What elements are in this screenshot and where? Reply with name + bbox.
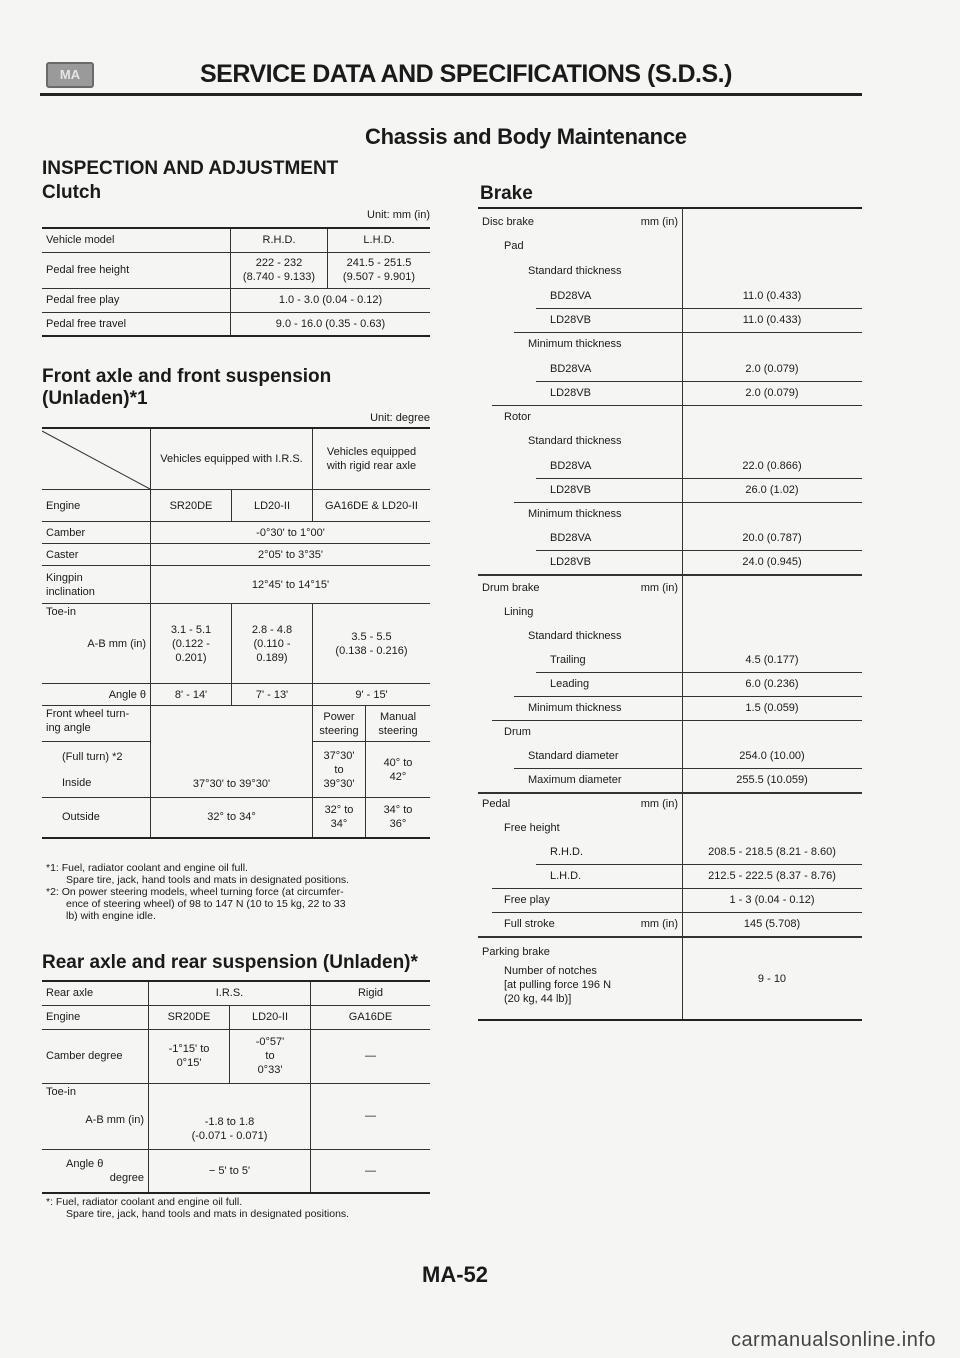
rear-ab-label: A-B mm (in) [85, 1113, 144, 1126]
section-badge: MA [46, 62, 94, 88]
front-h-rigid: Vehicles equipped with rigid rear axle [313, 428, 431, 490]
front-eng-sr20de: SR20DE [151, 490, 232, 522]
brake-pad-std-ld-label: LD28VB [550, 314, 591, 326]
front-ab-ld-c: 0.189) [256, 651, 288, 664]
brake-row-free-play [478, 888, 862, 912]
front-ab-sr-a: 3.1 - 5.1 [170, 623, 212, 636]
rear-note-b: Spare tire, jack, hand tools and mats in designated positions. [66, 1208, 350, 1220]
front-angle-rg: 9' - 15' [313, 684, 431, 706]
brake-leading-val: 6.0 (0.236) [745, 678, 799, 690]
watermark: carmanualsonline.info [730, 1329, 936, 1351]
brake-pad-min-bd-val: 2.0 (0.079) [745, 363, 799, 375]
brake-max-dia: Maximum diameter [528, 774, 622, 786]
front-ab-ld-a: 2.8 - 4.8 [251, 623, 293, 636]
brake-rot-std-ld-label: LD28VB [550, 484, 591, 496]
rear-ab-dash: — [311, 1083, 431, 1149]
header-rule [40, 93, 862, 96]
front-ab-ld-b: (0.110 - [253, 637, 291, 650]
front-manual-b: steering [378, 724, 418, 737]
clutch-h-model: Vehicle model [42, 228, 231, 252]
brake-rot-min: Minimum thickness [528, 508, 622, 520]
front-ab-rg-a: 3.5 - 5.5 [351, 630, 392, 643]
front-camber-val: -0°30' to 1°00' [151, 522, 431, 544]
brake-rot-min-bd-label: BD28VA [550, 532, 592, 544]
rear-heading: Rear axle and rear suspension (Unladen)* [42, 952, 418, 973]
brake-notches-b: [at pulling force 196 N [504, 979, 612, 991]
front-power-a: Power [323, 710, 355, 723]
page-number: MA-52 [422, 1262, 489, 1287]
front-angle-label: Angle θ [42, 684, 151, 706]
front-outside-val: 32° to 34° [151, 798, 313, 838]
front-note2-b: ence of steering wheel) of 98 to 147 N (10 to 15 kg, 22 to 33 [66, 898, 346, 910]
front-unit: Unit: degree [370, 412, 430, 424]
brake-heading: Brake [480, 183, 533, 204]
brake-max-dia-val: 255.5 (10.059) [736, 774, 808, 786]
rear-angle-b: degree [109, 1171, 144, 1184]
brake-free-play-val: 1 - 3 (0.04 - 0.12) [729, 894, 815, 906]
rear-camber-ld-b: to [265, 1050, 275, 1062]
front-angle-sr: 8' - 14' [151, 684, 232, 706]
rear-irs: I.R.S. [149, 981, 311, 1005]
rear-sr20de: SR20DE [149, 1005, 230, 1029]
brake-row-max-dia [478, 768, 862, 792]
brake-row-std-dia [478, 744, 862, 768]
brake-row-free-height [478, 816, 862, 840]
rear-ab-a: -1.8 to 1.8 [204, 1115, 255, 1128]
brake-full-stroke-unit: mm (in) [640, 918, 678, 930]
brake-disc: Disc brake [482, 216, 534, 228]
front-inside-mn-a: 40° to [383, 756, 413, 769]
brake-pad-min: Minimum thickness [528, 338, 622, 350]
clutch-h-lhd: L.H.D. [328, 228, 431, 252]
brake-pad-min-ld-val: 2.0 (0.079) [745, 387, 799, 399]
front-inside-pw-a: 37°30' [323, 749, 355, 762]
brake-rotor: Rotor [504, 411, 531, 423]
brake-row-disc [478, 210, 862, 234]
front-note1-b: Spare tire, jack, hand tools and mats in designated positions. [66, 874, 350, 886]
brake-lin-min-val: 1.5 (0.059) [745, 702, 799, 714]
front-caster-val: 2°05' to 3°35' [151, 544, 431, 566]
brake-row-rot-std-bd [478, 454, 862, 478]
brake-drum: Drum [504, 726, 531, 738]
front-angle-ld: 7' - 13' [232, 684, 313, 706]
front-king-val: 12°45' to 14°15' [151, 566, 431, 604]
brake-row-pad-min-bd [478, 357, 862, 381]
brake-row-pad-std-bd [478, 284, 862, 308]
brake-notches-a: Number of notches [504, 965, 597, 977]
brake-drum-brake: Drum brake [482, 582, 540, 594]
rear-toe-label: Toe-in [46, 1085, 76, 1098]
front-ab-sr-c: 0.201) [175, 651, 207, 664]
front-camber-label: Camber [42, 522, 151, 544]
clutch-heading: Clutch [42, 182, 102, 203]
brake-row-trailing [478, 648, 862, 672]
brake-row-rot-std-ld [478, 478, 862, 502]
rear-engine-label: Engine [42, 1005, 149, 1029]
front-turn-b: ing angle [46, 722, 91, 734]
front-toe-label: Toe-in [46, 606, 76, 618]
brake-notches-val: 9 - 10 [757, 973, 787, 985]
brake-rot-min-bd-val: 20.0 (0.787) [742, 532, 802, 544]
clutch-r1-lhd-a: 241.5 - 251.5 [346, 257, 412, 269]
clutch-r1-rhd-a: 222 - 232 [255, 257, 303, 269]
front-inside-label: Inside [62, 776, 92, 789]
brake-rot-std-bd-label: BD28VA [550, 460, 592, 472]
clutch-r3-label: Pedal free travel [42, 312, 231, 336]
front-heading-b: (Unladen)*1 [42, 388, 148, 409]
front-inside-pw-c: 39°30' [323, 777, 355, 790]
brake-lhd: L.H.D. [550, 870, 582, 882]
brake-row-pad-std-ld [478, 308, 862, 332]
page-header-title: SERVICE DATA AND SPECIFICATIONS (S.D.S.) [200, 60, 732, 88]
rear-axle-label: Rear axle [42, 981, 149, 1005]
front-ab-rg-b: (0.138 - 0.216) [335, 644, 408, 657]
brake-row-rot-min-ld [478, 550, 862, 574]
front-inside-mn-b: 42° [389, 770, 407, 783]
brake-row-drum-brake [478, 576, 862, 600]
brake-lin-min: Minimum thickness [528, 702, 622, 714]
brake-row-parking [478, 940, 862, 964]
rear-ga16de: GA16DE [311, 1005, 431, 1029]
brake-row-lining [478, 600, 862, 624]
brake-pedal: Pedal [482, 798, 511, 810]
brake-leading: Leading [550, 678, 590, 690]
front-table [42, 427, 430, 839]
clutch-r2-val: 1.0 - 3.0 (0.04 - 0.12) [231, 288, 431, 312]
brake-row-lin-std [478, 624, 862, 648]
brake-row-leading [478, 672, 862, 696]
brake-trailing-val: 4.5 (0.177) [745, 654, 799, 666]
front-outside-pw-b: 34° [330, 818, 348, 831]
rear-ab-b: (-0.071 - 0.071) [191, 1129, 268, 1142]
brake-rot-std-ld-val: 26.0 (1.02) [745, 484, 799, 496]
front-outside-label: Outside [42, 798, 151, 838]
front-power-b: steering [319, 724, 359, 737]
brake-pad-std: Standard thickness [528, 265, 622, 277]
brake-notches-c: (20 kg, 44 lb)] [504, 993, 572, 1005]
clutch-h-rhd: R.H.D. [231, 228, 328, 252]
rear-camber-ld-a: -0°57' [255, 1036, 285, 1048]
front-full-turn: (Full turn) *2 [62, 750, 123, 763]
brake-std-dia-val: 254.0 (10.00) [739, 750, 805, 762]
clutch-r3-val: 9.0 - 16.0 (0.35 - 0.63) [231, 312, 431, 336]
inspection-heading: INSPECTION AND ADJUSTMENT [42, 158, 339, 179]
clutch-r1-rhd-b: (8.740 - 9.133) [242, 271, 316, 283]
rear-table [42, 980, 430, 1194]
brake-lining: Lining [504, 606, 534, 618]
brake-row-rhd [478, 840, 862, 864]
brake-row-rotor [478, 405, 862, 429]
front-manual-a: Manual [379, 710, 417, 723]
clutch-unit: Unit: mm (in) [367, 209, 430, 221]
brake-pad-std-bd-val: 11.0 (0.433) [742, 290, 802, 302]
brake-rot-std-bd-val: 22.0 (0.866) [742, 460, 802, 472]
brake-row-drum [478, 720, 862, 744]
front-king-b: inclination [46, 585, 95, 598]
rear-camber-sr-b: 0°15' [176, 1057, 202, 1069]
front-eng-ga: GA16DE & LD20-II [313, 490, 431, 522]
brake-lhd-val: 212.5 - 222.5 (8.37 - 8.76) [708, 870, 836, 882]
front-king-a: Kingpin [46, 571, 83, 584]
rear-camber-sr-a: -1°15' to [168, 1043, 210, 1055]
front-turn-a: Front wheel turn- [46, 708, 130, 720]
brake-rot-min-ld-val: 24.0 (0.945) [742, 556, 802, 568]
front-turn-blank [151, 706, 313, 742]
front-notes [46, 862, 436, 922]
brake-row-pad-min-ld [478, 381, 862, 405]
brake-table [478, 207, 862, 1021]
front-inside-pw-b: to [334, 763, 344, 776]
rear-ld20: LD20-II [230, 1005, 311, 1029]
front-engine-label: Engine [42, 490, 151, 522]
brake-row-pad-std [478, 259, 862, 283]
brake-lin-std: Standard thickness [528, 630, 622, 642]
brake-row-rot-min-bd [478, 526, 862, 550]
rear-camber-label: Camber degree [42, 1029, 149, 1083]
front-note2-c: lb) with engine idle. [66, 910, 156, 922]
brake-rot-std: Standard thickness [528, 435, 622, 447]
clutch-r1-label: Pedal free height [42, 252, 231, 288]
brake-row-lin-min [478, 696, 862, 720]
brake-row-pad-min [478, 332, 862, 356]
brake-row-rot-std [478, 429, 862, 453]
diagonal-cell [42, 428, 151, 490]
brake-pedal-unit: mm (in) [640, 798, 678, 810]
clutch-r2-label: Pedal free play [42, 288, 231, 312]
front-note1-a: *1: Fuel, radiator coolant and engine oil full. [46, 862, 248, 874]
rear-notes [46, 1196, 436, 1220]
rear-camber-dash: — [311, 1029, 431, 1083]
front-inside-val: 37°30' to 39°30' [151, 742, 313, 798]
brake-pad-std-ld-val: 11.0 (0.433) [742, 314, 802, 326]
rear-angle-dash: — [311, 1149, 431, 1193]
brake-rot-min-ld-label: LD28VB [550, 556, 591, 568]
clutch-r1-lhd-b: (9.507 - 9.901) [342, 271, 416, 283]
brake-row-pedal [478, 792, 862, 816]
brake-full-stroke: Full stroke [504, 918, 555, 930]
brake-parking: Parking brake [482, 946, 550, 958]
rear-angle-val: − 5' to 5' [149, 1149, 311, 1193]
brake-drum-unit: mm (in) [640, 582, 678, 594]
front-outside-mn-a: 34° to [383, 804, 413, 817]
brake-pad-min-bd-label: BD28VA [550, 363, 592, 375]
brake-rhd-val: 208.5 - 218.5 (8.21 - 8.60) [708, 846, 836, 858]
brake-free-height: Free height [504, 822, 560, 834]
clutch-table [42, 227, 430, 337]
rear-camber-ld-c: 0°33' [257, 1064, 283, 1076]
front-heading-a: Front axle and front suspension [42, 366, 332, 387]
brake-row-full-stroke [478, 912, 862, 936]
brake-row-lhd [478, 864, 862, 888]
front-eng-ld20: LD20-II [232, 490, 313, 522]
brake-std-dia: Standard diameter [528, 750, 619, 762]
brake-pad: Pad [504, 240, 524, 252]
front-h-irs: Vehicles equipped with I.R.S. [151, 428, 313, 490]
brake-rhd: R.H.D. [550, 846, 583, 858]
front-outside-mn-b: 36° [389, 818, 407, 831]
rear-angle-a: Angle θ [66, 1157, 104, 1170]
brake-notches [504, 964, 611, 1006]
front-outside-pw-a: 32° to [324, 804, 354, 817]
front-ab-label: A-B mm (in) [87, 638, 146, 650]
brake-row-pad [478, 234, 862, 258]
brake-full-stroke-val: 145 (5.708) [743, 918, 801, 930]
brake-row-rot-min [478, 502, 862, 526]
brake-trailing: Trailing [550, 654, 586, 666]
page-subtitle: Chassis and Body Maintenance [365, 124, 687, 149]
brake-disc-unit: mm (in) [640, 216, 678, 228]
front-note2-a: *2: On power steering models, wheel turning force (at circumfer- [46, 886, 344, 898]
brake-pad-min-ld-label: LD28VB [550, 387, 591, 399]
rear-note-a: *: Fuel, radiator coolant and engine oil full. [46, 1196, 243, 1208]
brake-pad-std-bd-label: BD28VA [550, 290, 592, 302]
rear-rigid: Rigid [311, 981, 431, 1005]
front-ab-sr-b: (0.122 - [172, 637, 210, 650]
front-caster-label: Caster [42, 544, 151, 566]
brake-free-play: Free play [504, 894, 550, 906]
